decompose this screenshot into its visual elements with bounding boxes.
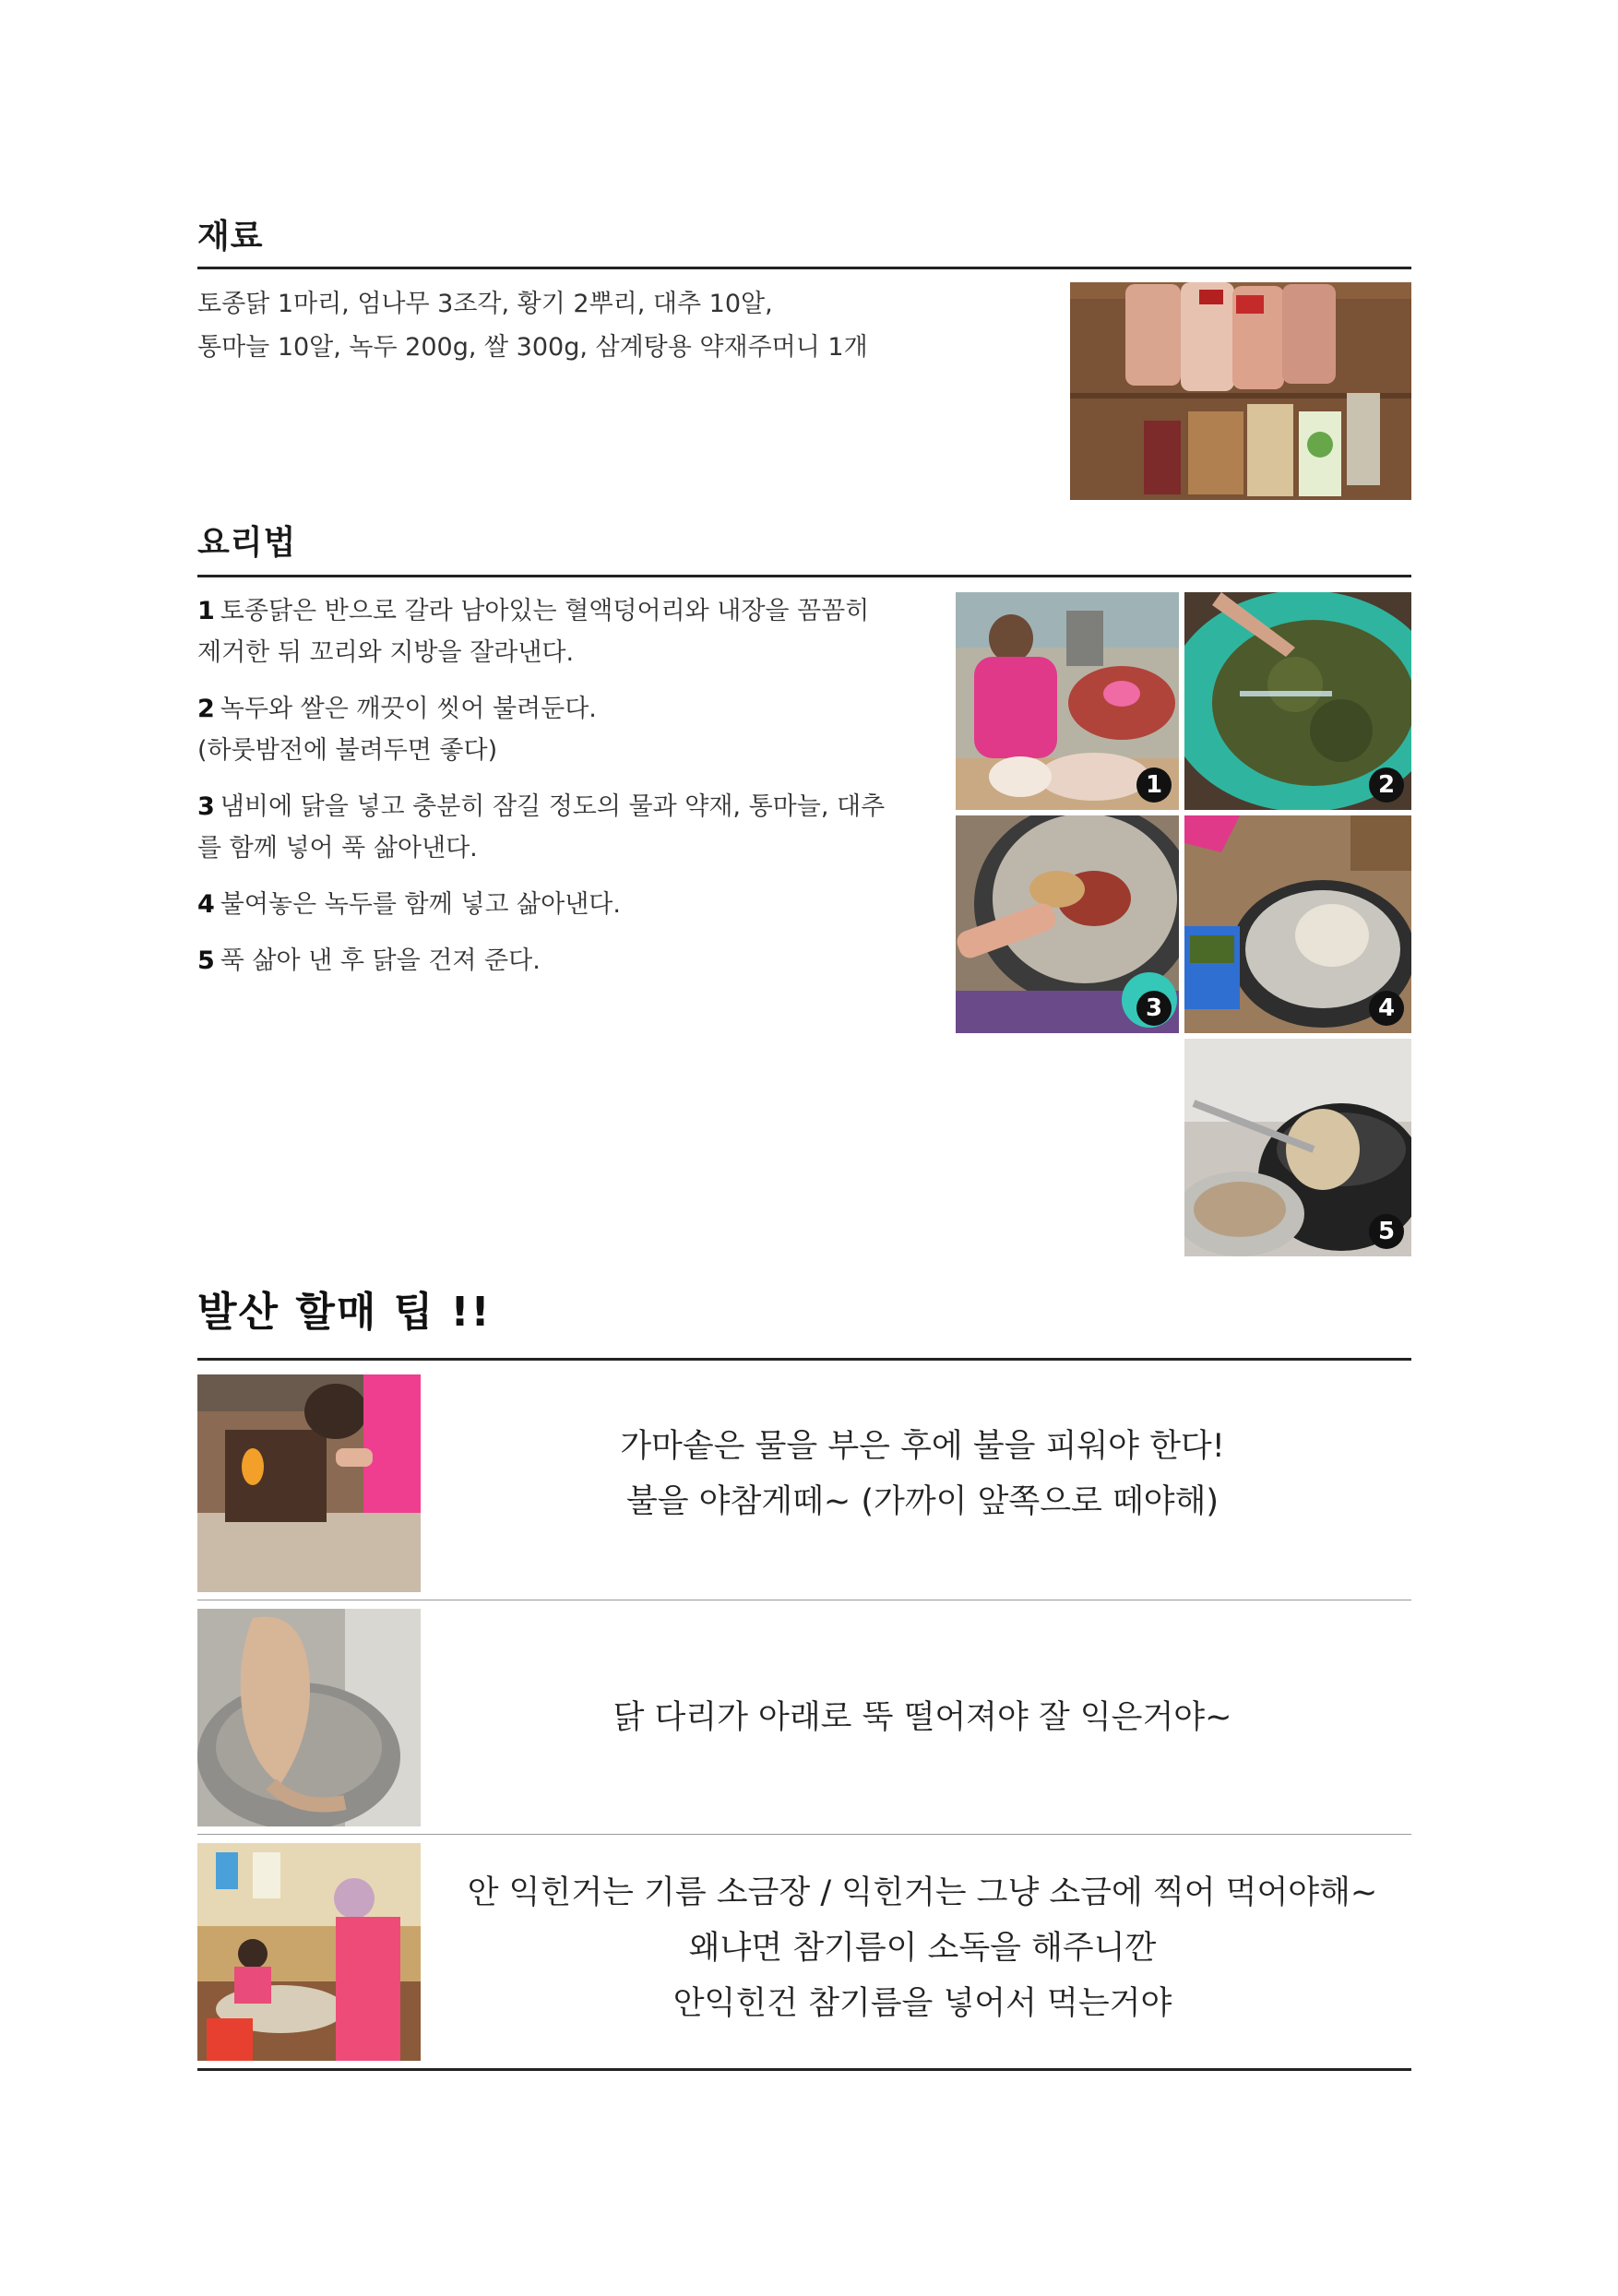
step-photo-5	[1184, 1039, 1411, 1256]
recipe-divider	[197, 575, 1411, 577]
ingredients-line-1: 토종닭 1마리, 엄나무 3조각, 황기 2뿌리, 대추 10알,	[197, 290, 773, 318]
step-number: 4	[197, 890, 215, 919]
step-text-cont: 제거한 뒤 꼬리와 지방을 잘라낸다.	[197, 638, 575, 667]
step-text: 토종닭은 반으로 갈라 남아있는 혈액덩어리와 내장을 꼼꼼히	[220, 597, 870, 625]
tip-line: 왜냐면 참기름이 소독을 해주니깐	[688, 1930, 1157, 1967]
recipe-step-5	[197, 940, 935, 981]
step-badge: 1	[1136, 767, 1172, 803]
recipe-step-3	[197, 786, 935, 869]
tip-line: 불을 야참게떼~ (가까이 앞쪽으로 떼야해)	[625, 1483, 1219, 1520]
step-text: 불여놓은 녹두를 함께 넣고 삶아낸다.	[220, 890, 621, 919]
tip-line: 닭 다리가 아래로 뚝 떨어져야 잘 익은거야~	[613, 1699, 1232, 1736]
step-badge: 4	[1369, 991, 1404, 1026]
ingredients-line-2: 통마늘 10알, 녹두 200g, 쌀 300g, 삼계탕용 약재주머니 1개	[197, 333, 868, 362]
tip-separator	[197, 1834, 1411, 1835]
tip-photo-1	[197, 1374, 421, 1592]
tip-photo-2	[197, 1609, 421, 1826]
recipe-step-4	[197, 884, 935, 925]
recipe-heading: 요리법	[197, 524, 297, 562]
step-text: 푹 삶아 낸 후 닭을 건져 준다.	[220, 946, 541, 975]
tip-2-text	[434, 1690, 1411, 1745]
ingredients-divider	[197, 267, 1411, 269]
step-number: 5	[197, 946, 215, 975]
recipe-step-1	[197, 590, 935, 673]
ingredients-photo	[1070, 282, 1411, 500]
step-number: 3	[197, 792, 215, 821]
tip-line: 가마솥은 물을 부은 후에 불을 피워야 한다!	[620, 1428, 1225, 1465]
step-badge: 2	[1369, 767, 1404, 803]
step-number: 2	[197, 695, 215, 723]
step-number: 1	[197, 597, 215, 625]
ingredients-text	[197, 282, 868, 369]
tip-3-text	[434, 1865, 1411, 2031]
recipe-steps	[197, 590, 935, 996]
step-badge: 3	[1136, 991, 1172, 1026]
step-photo-4	[1184, 815, 1411, 1033]
tip-photo-3	[197, 1843, 421, 2061]
tip-line: 안 익힌거는 기름 소금장 / 익힌거는 그냥 소금에 찍어 먹어야해~	[467, 1874, 1378, 1911]
step-text-cont: 를 함께 넣어 푹 삶아낸다.	[197, 834, 478, 862]
step-text: 녹두와 쌀은 깨끗이 씻어 불려둔다.	[220, 695, 597, 723]
tips-heading: 발산 할매 팁 !!	[197, 1289, 492, 1336]
tip-line: 안익힌건 참기름을 넣어서 먹는거야	[672, 1985, 1172, 2022]
step-badge: 5	[1369, 1214, 1404, 1249]
tip-1-text	[434, 1419, 1411, 1529]
step-text: 냄비에 닭을 넣고 충분히 잠길 정도의 물과 약재, 통마늘, 대추	[220, 792, 886, 821]
step-photo-3	[956, 815, 1179, 1033]
step-photo-2	[1184, 592, 1411, 810]
recipe-step-2	[197, 688, 935, 771]
ingredients-heading: 재료	[197, 218, 264, 256]
tips-bottom-rule	[197, 2068, 1411, 2071]
step-text-cont: (하룻밤전에 불려두면 좋다)	[197, 736, 498, 765]
step-photo-1	[956, 592, 1179, 810]
tips-divider	[197, 1358, 1411, 1361]
